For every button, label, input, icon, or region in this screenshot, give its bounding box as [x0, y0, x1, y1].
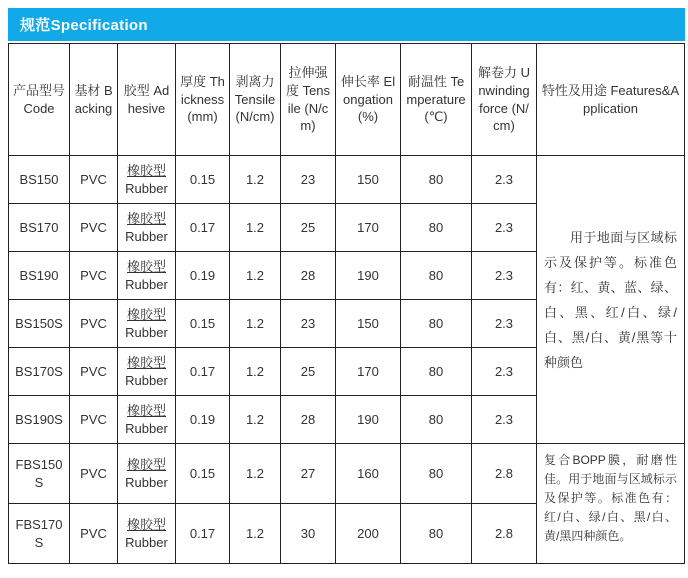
- cell-elongation: 150: [336, 156, 401, 204]
- cell-peel_force: 1.2: [230, 156, 281, 204]
- header-cell-1: [70, 44, 118, 156]
- table-row: [9, 444, 685, 504]
- cell-unwinding_force: 2.3: [472, 204, 537, 252]
- header-label-en: Elongation (%): [343, 74, 396, 125]
- adhesive-zh-underlined: 橡胶型: [126, 258, 166, 274]
- cell-adhesive: [118, 504, 176, 564]
- adhesive-en: Rubber: [125, 324, 168, 340]
- cell-peel_force: 1.2: [230, 252, 281, 300]
- cell-elongation: 170: [336, 348, 401, 396]
- cell-backing: PVC: [70, 444, 118, 504]
- cell-elongation: 170: [336, 204, 401, 252]
- cell-code: BS170S: [9, 348, 70, 396]
- cell-elongation: 150: [336, 300, 401, 348]
- spec-table: [8, 43, 685, 564]
- cell-backing: PVC: [70, 156, 118, 204]
- header-label-zh: 拉伸强度: [285, 65, 328, 98]
- adhesive-en: Rubber: [125, 276, 168, 292]
- cell-temperature: 80: [401, 396, 472, 444]
- cell-code: BS150: [9, 156, 70, 204]
- cell-code: FBS170S: [9, 504, 70, 564]
- cell-adhesive: [118, 156, 176, 204]
- features-cell-2: [537, 444, 685, 564]
- header-label-zh: 特性及用途: [541, 82, 607, 98]
- cell-tensile_strength: 25: [281, 204, 336, 252]
- header-label-en: Code: [23, 100, 55, 116]
- adhesive-zh-underlined: 橡胶型: [126, 402, 166, 418]
- cell-temperature: 80: [401, 300, 472, 348]
- cell-tensile_strength: 28: [281, 252, 336, 300]
- adhesive-en: Rubber: [125, 180, 168, 196]
- cell-adhesive: [118, 300, 176, 348]
- cell-temperature: 80: [401, 156, 472, 204]
- cell-tensile_strength: 28: [281, 396, 336, 444]
- adhesive-zh-underlined: 橡胶型: [126, 306, 166, 322]
- cell-unwinding_force: 2.3: [472, 252, 537, 300]
- header-label-zh: 伸长率: [340, 74, 380, 90]
- header-label-zh: 胶型: [123, 82, 150, 98]
- header-cell-5: [281, 44, 336, 156]
- cell-thickness: 0.15: [176, 300, 230, 348]
- header-label-zh: 基材: [74, 82, 101, 98]
- cell-backing: PVC: [70, 504, 118, 564]
- adhesive-en: Rubber: [125, 372, 168, 388]
- header-label-en: Tensile (N/cm): [287, 82, 331, 134]
- adhesive-en: Rubber: [125, 534, 168, 550]
- cell-adhesive: [118, 396, 176, 444]
- cell-peel_force: 1.2: [230, 300, 281, 348]
- cell-adhesive: [118, 252, 176, 300]
- cell-tensile_strength: 25: [281, 348, 336, 396]
- cell-backing: PVC: [70, 396, 118, 444]
- cell-thickness: 0.19: [176, 396, 230, 444]
- header-label-zh: 解卷力: [477, 65, 517, 81]
- cell-thickness: 0.19: [176, 252, 230, 300]
- page-title: 规范Specification: [20, 17, 148, 34]
- cell-unwinding_force: 2.8: [472, 444, 537, 504]
- adhesive-zh-underlined: 橡胶型: [126, 162, 166, 178]
- cell-backing: PVC: [70, 300, 118, 348]
- cell-peel_force: 1.2: [230, 204, 281, 252]
- cell-code: FBS150S: [9, 444, 70, 504]
- adhesive-zh-underlined: 橡胶型: [126, 210, 166, 226]
- cell-code: BS190: [9, 252, 70, 300]
- cell-code: BS170: [9, 204, 70, 252]
- cell-unwinding_force: 2.3: [472, 396, 537, 444]
- features-text: 用于地面与区域标示及保护等。标准色有：红、黄、蓝、绿、白、黑、红/白、绿/白、黑/白、黄/黑等十种颜色: [544, 229, 677, 370]
- header-label-zh: 产品型号: [13, 82, 66, 98]
- cell-peel_force: 1.2: [230, 396, 281, 444]
- header-cell-2: [118, 44, 176, 156]
- header-cell-8: [472, 44, 537, 156]
- header-label-en: Unwinding force (N/cm): [478, 65, 531, 134]
- cell-temperature: 80: [401, 252, 472, 300]
- features-cell-1: [537, 156, 685, 444]
- cell-code: BS190S: [9, 396, 70, 444]
- cell-thickness: 0.17: [176, 504, 230, 564]
- cell-peel_force: 1.2: [230, 504, 281, 564]
- cell-adhesive: [118, 348, 176, 396]
- header-cell-4: [230, 44, 281, 156]
- header-label-en: Tensile (N/cm): [234, 91, 276, 125]
- cell-tensile_strength: 23: [281, 156, 336, 204]
- cell-unwinding_force: 2.3: [472, 156, 537, 204]
- title-bar: [8, 8, 685, 41]
- header-cell-7: [401, 44, 472, 156]
- header-label-zh: 耐温性: [407, 74, 447, 90]
- cell-temperature: 80: [401, 444, 472, 504]
- cell-elongation: 190: [336, 252, 401, 300]
- header-cell-3: [176, 44, 230, 156]
- header-cell-0: [9, 44, 70, 156]
- features-text: 复合BOPP膜，耐磨性佳。用于地面与区域标示及保护等。标准色有：红/白、绿/白、黑/白、黄/黑四种颜色。: [544, 453, 677, 543]
- cell-backing: PVC: [70, 204, 118, 252]
- header-label-en: Adhesive: [127, 82, 170, 116]
- adhesive-en: Rubber: [125, 420, 168, 436]
- cell-temperature: 80: [401, 504, 472, 564]
- cell-thickness: 0.15: [176, 156, 230, 204]
- cell-backing: PVC: [70, 348, 118, 396]
- adhesive-zh-underlined: 橡胶型: [126, 456, 166, 472]
- cell-elongation: 190: [336, 396, 401, 444]
- cell-peel_force: 1.2: [230, 348, 281, 396]
- cell-elongation: 160: [336, 444, 401, 504]
- header-label-en: Backing: [74, 82, 113, 116]
- cell-adhesive: [118, 204, 176, 252]
- header-label-en: Features&Application: [583, 82, 680, 116]
- header-cell-9: [537, 44, 685, 156]
- header-label-en: Temperature(℃): [406, 74, 466, 125]
- adhesive-en: Rubber: [125, 474, 168, 490]
- adhesive-zh-underlined: 橡胶型: [126, 354, 166, 370]
- cell-thickness: 0.17: [176, 348, 230, 396]
- cell-thickness: 0.15: [176, 444, 230, 504]
- header-cell-6: [336, 44, 401, 156]
- cell-tensile_strength: 27: [281, 444, 336, 504]
- cell-temperature: 80: [401, 204, 472, 252]
- cell-code: BS150S: [9, 300, 70, 348]
- cell-peel_force: 1.2: [230, 444, 281, 504]
- cell-unwinding_force: 2.3: [472, 348, 537, 396]
- cell-elongation: 200: [336, 504, 401, 564]
- header-label-en: Thickness(mm): [180, 74, 225, 125]
- cell-tensile_strength: 23: [281, 300, 336, 348]
- cell-unwinding_force: 2.8: [472, 504, 537, 564]
- table-row: [9, 156, 685, 204]
- adhesive-en: Rubber: [125, 228, 168, 244]
- cell-backing: PVC: [70, 252, 118, 300]
- cell-temperature: 80: [401, 348, 472, 396]
- header-row: [9, 44, 685, 156]
- cell-adhesive: [118, 444, 176, 504]
- header-label-zh: 厚度: [180, 74, 207, 90]
- adhesive-zh-underlined: 橡胶型: [126, 516, 166, 532]
- header-label-zh: 剥离力: [235, 74, 275, 90]
- cell-tensile_strength: 30: [281, 504, 336, 564]
- cell-unwinding_force: 2.3: [472, 300, 537, 348]
- cell-thickness: 0.17: [176, 204, 230, 252]
